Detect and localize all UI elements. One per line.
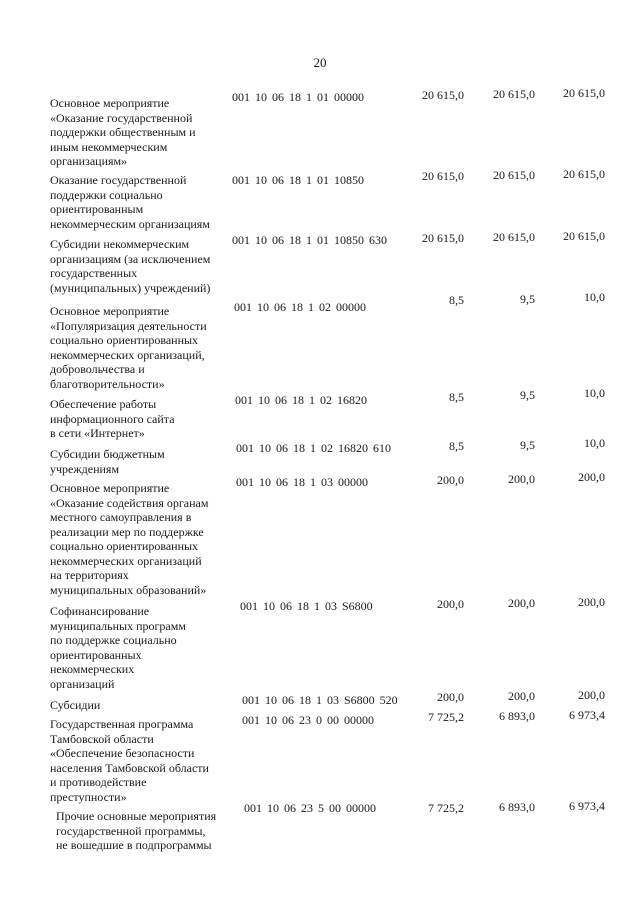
value-col-2: 200,0 [508,689,535,703]
row-code: 001 10 06 18 1 01 10850 630 [232,233,387,247]
row-name: Субсидии бюджетным учреждениям [50,447,165,476]
value-col-1: 200,0 [437,473,464,487]
row-code: 001 10 06 18 1 03 S6800 520 [242,693,398,707]
row-code: 001 10 06 18 1 02 00000 [234,300,366,314]
value-col-1: 8,5 [449,390,464,404]
row-code: 001 10 06 23 5 00 00000 [244,801,376,815]
value-col-2: 200,0 [508,596,535,610]
value-col-3: 6 973,4 [569,799,605,813]
page-number: 20 [313,55,327,70]
row-name: Софинансирование муниципальных программ по поддержке социально ориентированных некоммерческих организаций [50,604,186,691]
row-code: 001 10 06 18 1 03 S6800 [240,599,373,613]
row-code: 001 10 06 18 1 03 00000 [236,475,368,489]
row-name: Основное мероприятие «Оказание содействия органам местного самоуправления в реализации мер по поддержке социально ориентированных некоммерческих организаций на территориях муниципальных образований» [50,481,209,597]
value-col-3: 10,0 [584,386,605,400]
row-code: 001 10 06 18 1 01 00000 [232,90,364,104]
value-col-2: 20 615,0 [493,168,535,182]
value-col-2: 20 615,0 [493,87,535,101]
value-col-1: 7 725,2 [428,801,464,815]
value-col-1: 20 615,0 [422,231,464,245]
value-col-3: 20 615,0 [563,167,605,181]
row-name: Субсидии некоммерческим организациям (за исключением государственных (муниципальных) учреждений) [50,237,211,295]
value-col-3: 200,0 [578,470,605,484]
value-col-3: 10,0 [584,290,605,304]
value-col-2: 200,0 [508,472,535,486]
value-col-3: 200,0 [578,595,605,609]
row-code: 001 10 06 18 1 02 16820 [235,393,367,407]
value-col-2: 9,5 [520,438,535,452]
value-col-1: 8,5 [449,439,464,453]
value-col-3: 10,0 [584,436,605,450]
value-col-3: 6 973,4 [569,708,605,722]
value-col-2: 9,5 [520,388,535,402]
value-col-2: 6 893,0 [499,709,535,723]
row-code: 001 10 06 23 0 00 00000 [242,713,374,727]
row-name: Оказание государственной поддержки социально ориентированным некоммерческим организациям [50,173,210,231]
value-col-2: 9,5 [520,292,535,306]
value-col-1: 7 725,2 [428,710,464,724]
value-col-3: 20 615,0 [563,86,605,100]
value-col-1: 20 615,0 [422,169,464,183]
row-code: 001 10 06 18 1 01 10850 [232,173,364,187]
row-name: Основное мероприятие «Популяризация деятельности социально ориентированных некоммерческих организаций, добровольчества и благотворительности» [50,304,207,391]
row-name: Субсидии [50,698,101,712]
value-col-1: 200,0 [437,690,464,704]
value-col-1: 8,5 [449,293,464,307]
row-name: Прочие основные мероприятия государственной программы, не вошедшие в подпрограммы [56,809,217,852]
value-col-3: 20 615,0 [563,229,605,243]
value-col-1: 20 615,0 [422,88,464,102]
value-col-1: 200,0 [437,597,464,611]
row-code: 001 10 06 18 1 02 16820 610 [236,441,391,455]
row-name: Основное мероприятие «Оказание государственной поддержки общественным и иным некоммерческим организациям» [50,96,196,168]
value-col-2: 6 893,0 [499,800,535,814]
row-name: Государственная программа Тамбовской области «Обеспечение безопасности населения Тамбовской области и противодействие преступности» [50,717,209,804]
value-col-3: 200,0 [578,688,605,702]
row-name: Обеспечение работы информационного сайта в сети «Интернет» [50,397,175,440]
value-col-2: 20 615,0 [493,230,535,244]
